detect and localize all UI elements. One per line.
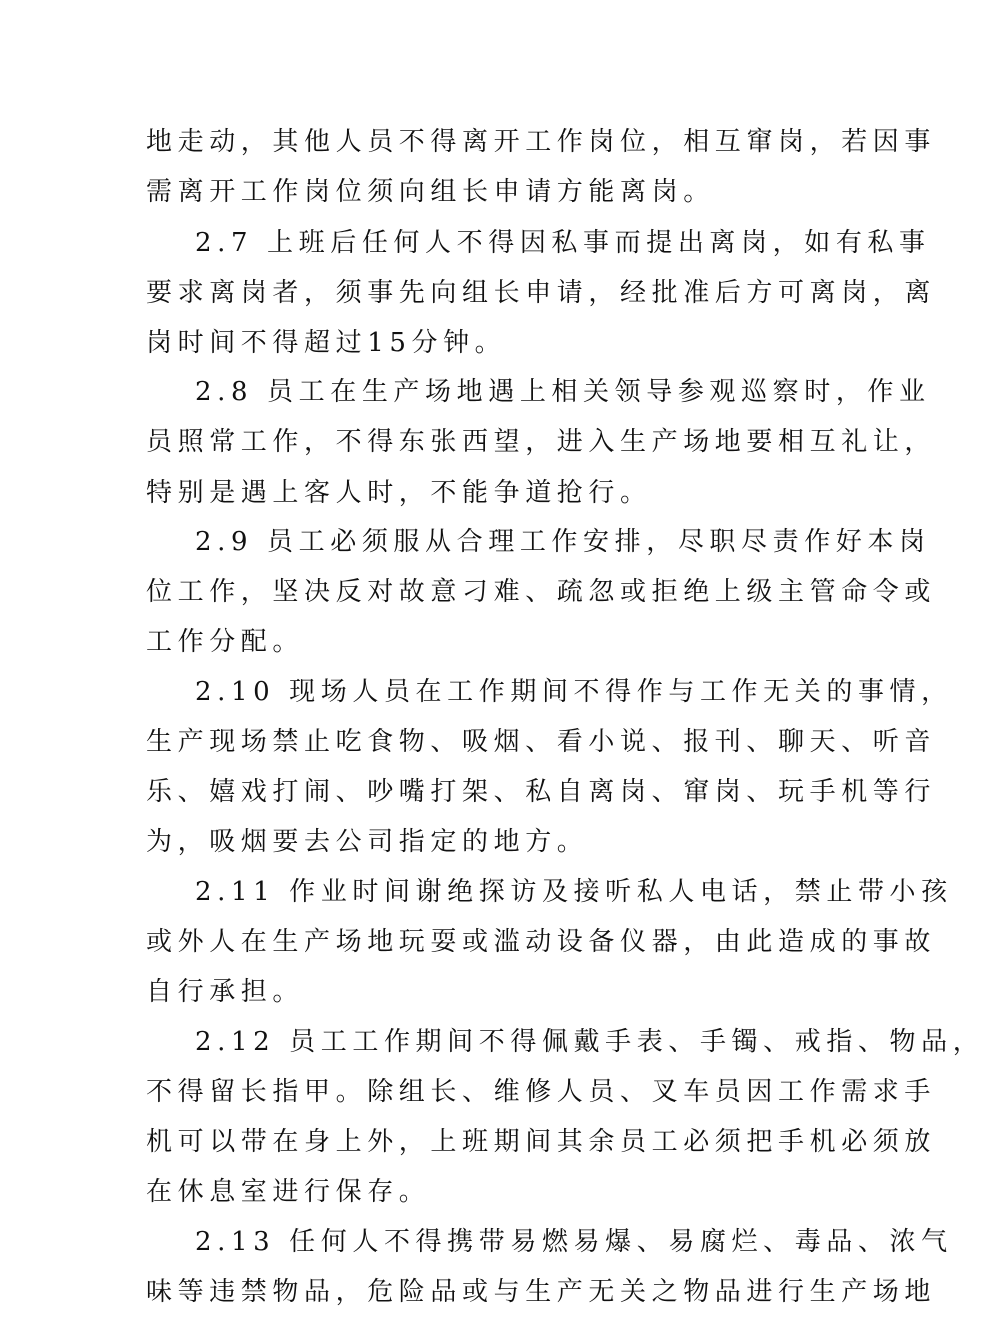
text-line: 岗时间不得超过15分钟。 <box>146 328 507 358</box>
text-line: 自行承担。 <box>146 977 305 1007</box>
paragraph-2-7-line: 2.7 上班后任何人不得因私事而提出离岗，如有私事 <box>195 228 931 258</box>
text-line: 或外人在生产场地玩耍或滥动设备仪器，由此造成的事故 <box>146 927 937 957</box>
text-line: 乐、嬉戏打闹、吵嘴打架、私自离岗、窜岗、玩手机等行 <box>146 777 937 807</box>
text-line: 要求离岗者，须事先向组长申请，经批准后方可离岗，离 <box>146 278 937 308</box>
text-line: 需离开工作岗位须向组长申请方能离岗。 <box>146 177 715 207</box>
paragraph-2-10-line: 2.10 现场人员在工作期间不得作与工作无关的事情， <box>195 677 953 707</box>
text-line: 味等违禁物品，危险品或与生产无关之物品进行生产场地 <box>146 1277 937 1307</box>
paragraph-2-9-line: 2.9 员工必须服从合理工作安排，尽职尽责作好本岗 <box>195 527 931 557</box>
text-line: 生产现场禁止吃食物、吸烟、看小说、报刊、聊天、听音 <box>146 727 937 757</box>
text-line: 员照常工作，不得东张西望，进入生产场地要相互礼让， <box>146 427 937 457</box>
text-line: 地走动，其他人员不得离开工作岗位，相互窜岗，若因事 <box>146 127 937 157</box>
text-line: 在休息室进行保存。 <box>146 1177 431 1207</box>
text-line: 机可以带在身上外，上班期间其余员工必须把手机必须放 <box>146 1127 937 1157</box>
text-line: 为，吸烟要去公司指定的地方。 <box>146 827 589 857</box>
paragraph-2-12-line: 2.12 员工工作期间不得佩戴手表、手镯、戒指、物品， <box>195 1027 984 1057</box>
text-line: 位工作，坚决反对故意刁难、疏忽或拒绝上级主管命令或 <box>146 577 937 607</box>
paragraph-2-8-line: 2.8 员工在生产场地遇上相关领导参观巡察时，作业 <box>195 377 931 407</box>
text-line: 不得留长指甲。除组长、维修人员、叉车员因工作需求手 <box>146 1077 937 1107</box>
paragraph-2-13-line: 2.13 任何人不得携带易燃易爆、易腐烂、毒品、浓气 <box>195 1227 953 1257</box>
text-line: 特别是遇上客人时，不能争道抢行。 <box>146 478 652 508</box>
text-line: 工作分配。 <box>146 627 305 657</box>
paragraph-2-11-line: 2.11 作业时间谢绝探访及接听私人电话，禁止带小孩 <box>195 877 953 907</box>
